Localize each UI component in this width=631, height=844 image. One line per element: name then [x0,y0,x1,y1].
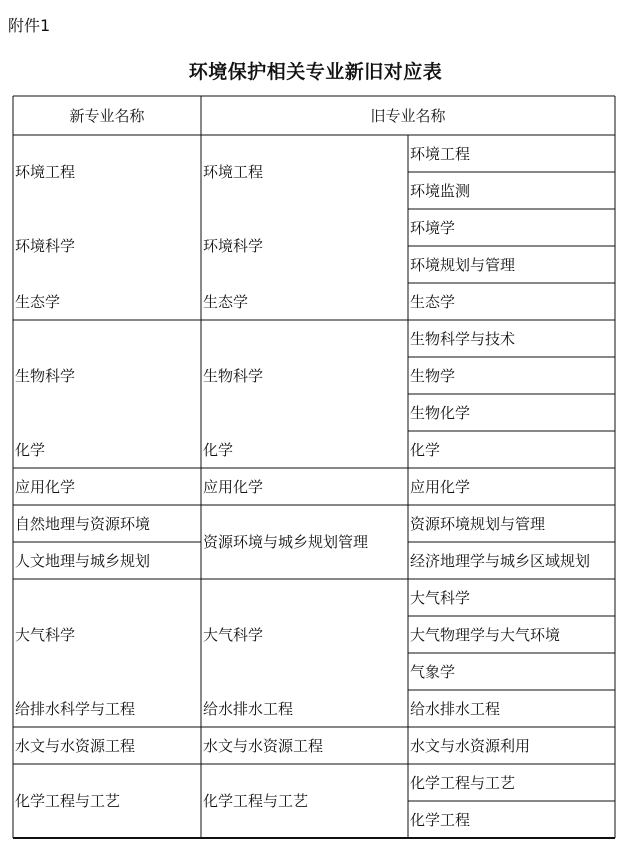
mid-major-cell: 水文与水资源工程 [203,736,324,755]
old-major-cell: 经济地理学与城乡区域规划 [410,551,591,570]
new-major-cell: 化学 [15,440,46,459]
new-major-cell: 环境科学 [15,237,76,255]
new-major-cell: 生态学 [15,292,61,311]
old-major-cell: 化学工程 [410,810,471,829]
mid-major-cell: 生物科学 [203,366,264,385]
mid-major-cell: 应用化学 [203,477,264,496]
old-major-cell: 环境学 [410,218,456,237]
old-major-cell: 生物科学与技术 [410,329,516,348]
new-major-cell: 环境工程 [15,163,76,181]
new-major-cell: 水文与水资源工程 [15,736,136,755]
old-major-cell: 化学 [410,440,441,459]
old-major-cell: 应用化学 [410,477,471,496]
old-major-cell: 化学工程与工艺 [410,773,516,792]
old-major-cell: 大气科学 [410,588,471,607]
new-major-cell: 应用化学 [15,477,76,496]
old-major-cell: 资源环境规划与管理 [410,514,546,533]
old-major-cell: 大气物理学与大气环境 [410,625,561,644]
old-major-cell: 水文与水资源利用 [410,736,531,755]
mid-major-cell: 环境科学 [203,237,264,255]
mid-major-cell: 资源环境与城乡规划管理 [203,533,369,551]
old-major-cell: 环境监测 [410,181,471,200]
new-major-cell: 化学工程与工艺 [15,792,121,810]
mid-major-cell: 化学工程与工艺 [203,792,309,810]
header-old-major: 旧专业名称 [370,106,446,125]
old-major-cell: 环境规划与管理 [410,255,516,274]
new-major-cell: 生物科学 [15,366,76,385]
mid-major-cell: 化学 [203,440,234,459]
old-major-cell: 给水排水工程 [410,699,501,718]
old-major-cell: 生物学 [410,366,456,385]
header-new-major: 新专业名称 [69,106,145,125]
old-major-cell: 生物化学 [410,403,471,422]
page-title: 环境保护相关专业新旧对应表 [188,61,443,83]
mid-major-cell: 环境工程 [203,163,264,181]
new-major-cell: 自然地理与资源环境 [15,514,151,533]
mid-major-cell: 生态学 [203,292,249,311]
new-major-cell: 大气科学 [15,625,76,644]
new-major-cell: 人文地理与城乡规划 [15,551,151,570]
new-major-cell: 给排水科学与工程 [15,699,136,718]
old-major-cell: 生态学 [410,292,456,311]
mid-major-cell: 给水排水工程 [203,699,294,718]
attachment-label: 附件1 [8,16,51,35]
mid-major-cell: 大气科学 [203,625,264,644]
old-major-cell: 环境工程 [410,144,471,163]
old-major-cell: 气象学 [410,662,456,681]
